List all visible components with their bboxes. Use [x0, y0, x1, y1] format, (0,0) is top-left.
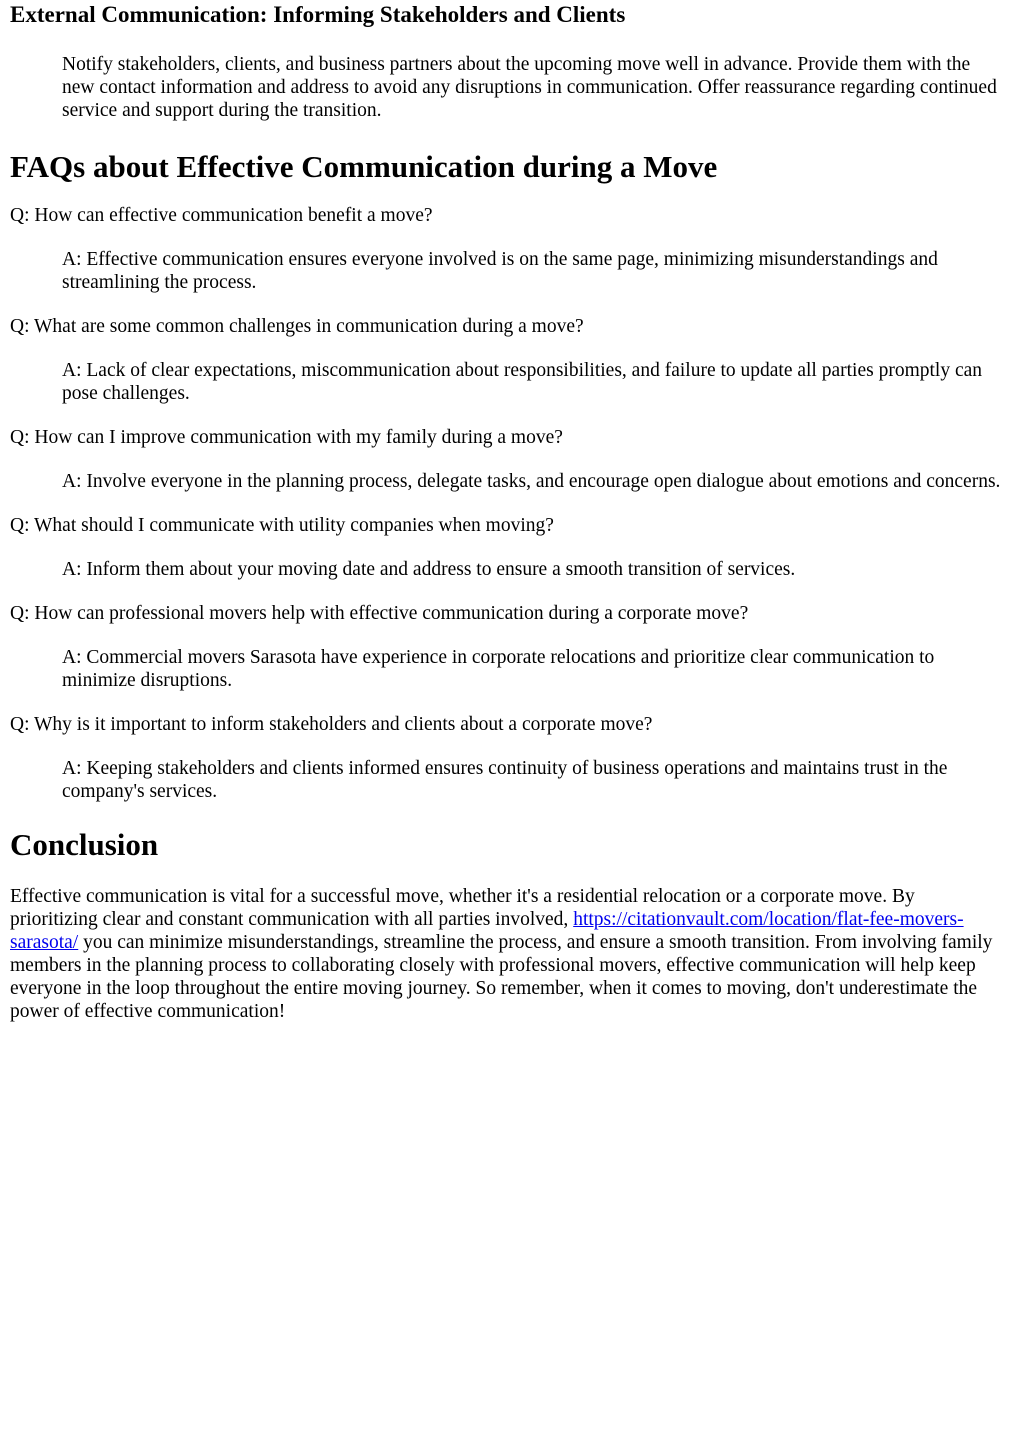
faq-question: Q: Why is it important to inform stakeholders and clients about a corporate move? — [10, 714, 653, 735]
conclusion-heading: Conclusion — [10, 827, 159, 862]
faq-item — [10, 602, 1014, 692]
faq-item — [10, 514, 1014, 581]
faq-item — [10, 315, 1014, 405]
faq-question: Q: What are some common challenges in communication during a move? — [10, 316, 584, 337]
faq-list — [10, 204, 1014, 803]
faqs-heading: FAQs about Effective Communication during a Move — [10, 149, 718, 184]
faq-item — [10, 426, 1014, 493]
conclusion-paragraph — [10, 885, 1002, 1023]
external-communication-body: Notify stakeholders, clients, and business partners about the upcoming move well in advance. Provide them with the new contact information and address to avoid any disruptions in communication. Offer reassurance regarding continued service and support during the transition. — [62, 54, 997, 121]
external-communication-heading: External Communication: Informing Stakeholders and Clients — [10, 2, 626, 27]
document-page — [0, 2, 1024, 1448]
faq-answer: A: Commercial movers Sarasota have experience in corporate relocations and prioritize clear communication to minimize disruptions. — [62, 647, 935, 691]
faq-question: Q: How can I improve communication with my family during a move? — [10, 427, 563, 448]
conclusion-text-before-link: Effective communication is vital for a successful move, whether it's a residential relocation or a corporate move. By prioritizing clear and constant communication with all parties involved, — [10, 886, 915, 930]
faq-question: Q: How can effective communication benefit a move? — [10, 205, 433, 226]
conclusion-text-after-link: you can minimize misunderstandings, streamline the process, and ensure a smooth transition. From involving family members in the planning process to collaborating closely with professional movers, effective communication will help keep everyone in the loop throughout the entire moving journey. So remember, when it comes to moving, don't underestimate the power of effective communication! — [10, 932, 993, 1022]
faq-answer: A: Involve everyone in the planning process, delegate tasks, and encourage open dialogue about emotions and concerns. — [62, 471, 1001, 492]
citationvault-link[interactable]: https://citationvault.com/location/flat-fee-movers-sarasota/ — [10, 909, 964, 953]
faq-answer: A: Inform them about your moving date and address to ensure a smooth transition of services. — [62, 559, 796, 580]
faq-answer: A: Lack of clear expectations, miscommunication about responsibilities, and failure to update all parties promptly can pose challenges. — [62, 360, 983, 404]
faq-answer: A: Effective communication ensures everyone involved is on the same page, minimizing misunderstandings and streamlining the process. — [62, 249, 938, 293]
faq-question: Q: What should I communicate with utility companies when moving? — [10, 515, 554, 536]
faq-question: Q: How can professional movers help with effective communication during a corporate move? — [10, 603, 749, 624]
faq-item — [10, 204, 1014, 294]
faq-answer: A: Keeping stakeholders and clients informed ensures continuity of business operations and maintains trust in the company's services. — [62, 758, 948, 802]
faq-item — [10, 713, 1014, 803]
